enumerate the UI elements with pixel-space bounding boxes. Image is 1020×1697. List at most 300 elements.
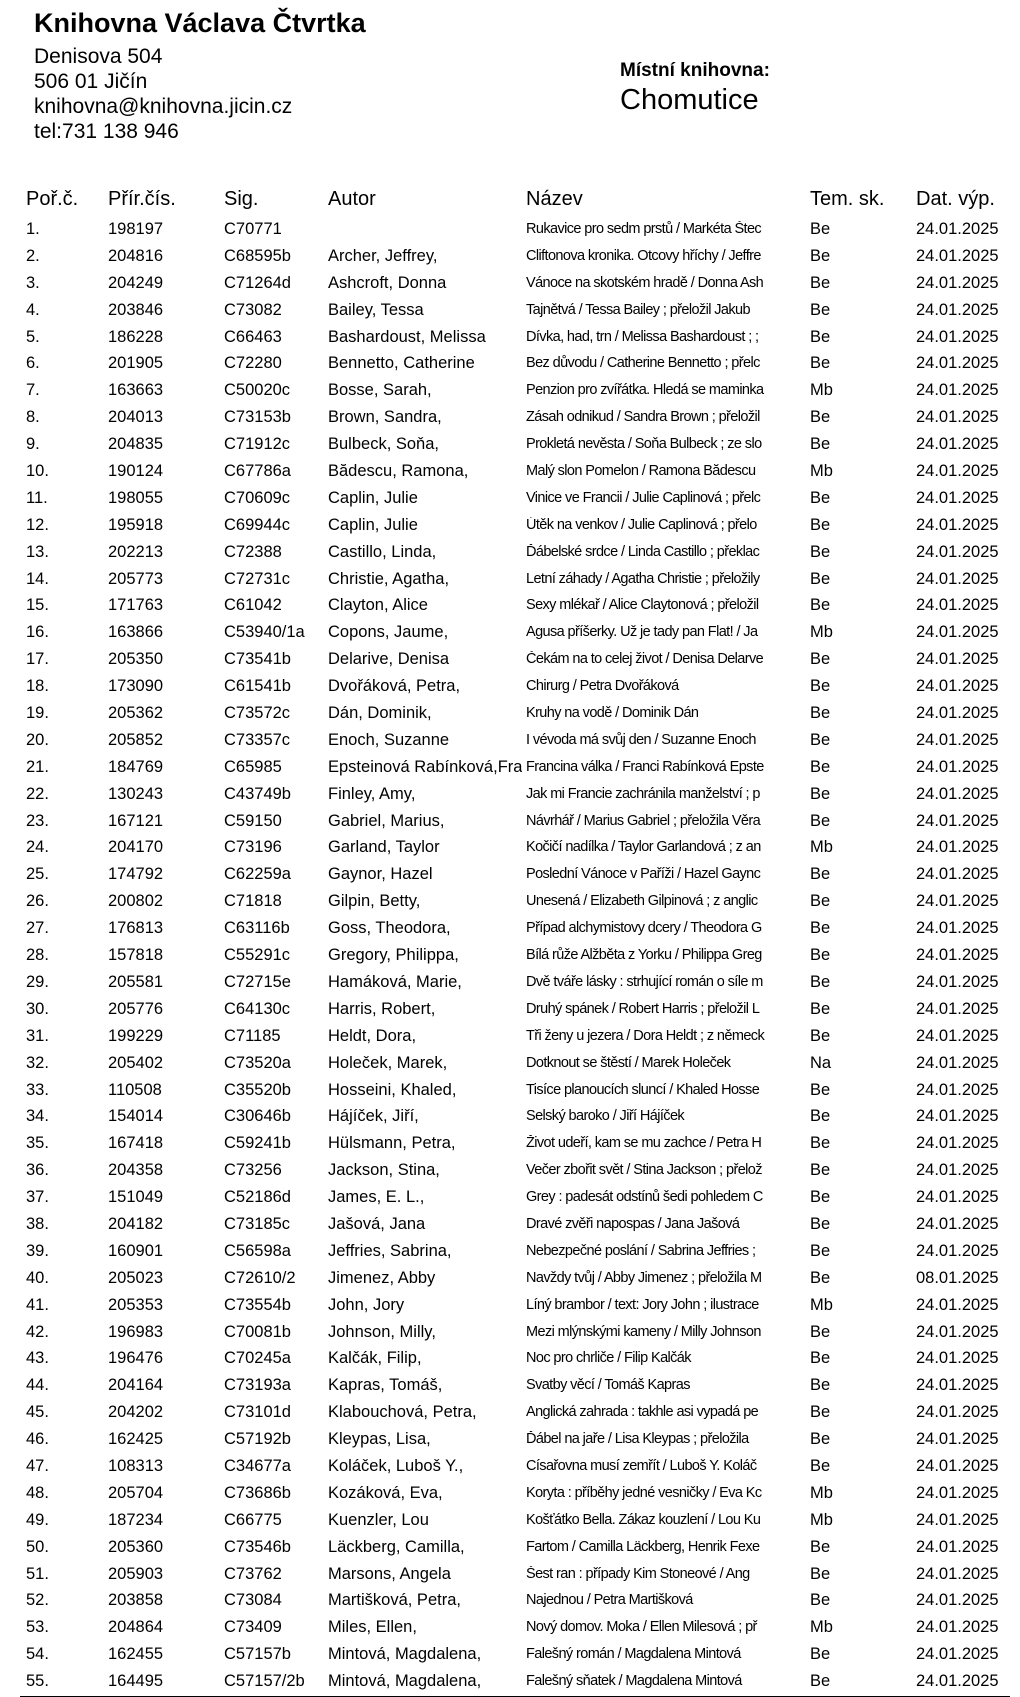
- signature: C34677a: [224, 1456, 291, 1475]
- signature: C73185c: [224, 1214, 291, 1233]
- row-number: 45.: [26, 1403, 49, 1422]
- acquisition-number: 204013: [108, 408, 164, 427]
- row-number: 43.: [26, 1349, 49, 1368]
- acquisition-number: 202213: [108, 542, 164, 561]
- author: Hosseini, Khaled,: [328, 1080, 457, 1099]
- loan-date: 24.01.2025: [916, 1483, 999, 1502]
- loan-date: 24.01.2025: [916, 1537, 999, 1556]
- theme-group: Be: [810, 677, 831, 696]
- author: Enoch, Suzanne: [328, 730, 450, 749]
- table-row: [0, 1077, 1020, 1104]
- row-number: 40.: [26, 1268, 49, 1287]
- row-number: 49.: [26, 1510, 49, 1529]
- acquisition-number: 154014: [108, 1107, 164, 1126]
- book-title: Bílá růže Alžběta z Yorku / Philippa Greg: [526, 947, 762, 964]
- table-row: [0, 297, 1020, 324]
- row-number: 11.: [26, 488, 48, 507]
- author: Goss, Theodora,: [328, 919, 451, 938]
- signature: C63116b: [224, 919, 290, 938]
- book-title: Dívka, had, trn / Melissa Bashardoust ; ;: [526, 328, 759, 345]
- book-title: Ďábel na jaře / Lisa Kleypas ; přeložila: [526, 1431, 749, 1448]
- loan-date: 24.01.2025: [916, 542, 999, 561]
- table-row: [0, 942, 1020, 969]
- acquisition-number: 157818: [108, 946, 164, 965]
- row-number: 1.: [26, 220, 40, 238]
- theme-group: Be: [810, 946, 831, 965]
- library-name: Knihovna Václava Čtvrtka: [34, 8, 366, 38]
- table-row: [0, 243, 1020, 270]
- signature: C70609c: [224, 488, 291, 507]
- book-title: Selský baroko / Jiří Hájíček: [526, 1108, 685, 1125]
- author: Clayton, Alice: [328, 596, 428, 615]
- book-title: Jak mi Francie zachránila manželství ; p: [526, 785, 760, 802]
- signature: C73153b: [224, 408, 291, 427]
- acquisition-number: 200802: [108, 892, 164, 911]
- table-row: [0, 592, 1020, 619]
- acquisition-number: 163663: [108, 381, 164, 400]
- row-number: 29.: [26, 972, 49, 991]
- acquisition-number: 205903: [108, 1564, 164, 1583]
- theme-group: Be: [810, 757, 831, 776]
- table-row: [0, 834, 1020, 861]
- acquisition-number: 190124: [108, 462, 164, 481]
- author: Kuenzler, Lou: [328, 1510, 429, 1529]
- row-number: 16.: [26, 623, 49, 642]
- signature: C71264d: [224, 273, 291, 292]
- book-title: Malý slon Pomelon / Ramona Bădescu: [526, 463, 756, 480]
- loan-date: 24.01.2025: [916, 1591, 999, 1610]
- row-number: 44.: [26, 1376, 49, 1395]
- acquisition-number: 167418: [108, 1134, 164, 1153]
- row-number: 33.: [26, 1080, 49, 1099]
- acquisition-number: 187234: [108, 1510, 164, 1529]
- signature: C66463: [224, 327, 282, 346]
- author: Bulbeck, Soňa,: [328, 435, 439, 454]
- loan-date: 24.01.2025: [916, 1134, 999, 1153]
- book-title: Francina válka / Franci Rabínková Epste: [526, 758, 764, 775]
- acquisition-number: 184769: [108, 757, 164, 776]
- acquisition-number: 151049: [108, 1188, 164, 1207]
- loan-date: 24.01.2025: [916, 462, 999, 481]
- acquisition-number: 204202: [108, 1403, 164, 1422]
- book-title: Líný brambor / text: Jory John ; ilustrace: [526, 1296, 759, 1313]
- author: Johnson, Milly,: [328, 1322, 436, 1341]
- table-row: [0, 1238, 1020, 1265]
- loan-date: 24.01.2025: [916, 1026, 999, 1045]
- book-title: Útěk na venkov / Julie Caplinová ; přelo: [526, 516, 757, 533]
- theme-group: Be: [810, 704, 831, 723]
- theme-group: Be: [810, 1349, 831, 1368]
- loan-date: 24.01.2025: [916, 1107, 999, 1126]
- acquisition-number: 204249: [108, 273, 164, 292]
- acquisition-number: 167121: [108, 811, 164, 830]
- row-number: 8.: [26, 408, 40, 427]
- acquisition-number: 205353: [108, 1295, 164, 1314]
- signature: C64130c: [224, 999, 291, 1018]
- row-number: 4.: [26, 300, 40, 319]
- row-number: 19.: [26, 704, 49, 723]
- table-row: [0, 1345, 1020, 1372]
- table-row: [0, 1292, 1020, 1319]
- row-number: 51.: [26, 1564, 49, 1583]
- library-email: knihovna@knihovna.jicin.cz: [34, 95, 293, 118]
- book-title: Najednou / Petra Martišková: [526, 1592, 693, 1609]
- row-number: 48.: [26, 1483, 49, 1502]
- row-number: 18.: [26, 677, 49, 696]
- book-title: Dravé zvěři napospas / Jana Jašová: [526, 1215, 740, 1232]
- row-number: 3.: [26, 273, 40, 292]
- signature: C69944c: [224, 515, 291, 534]
- acquisition-number: 205362: [108, 704, 164, 723]
- author: Castillo, Linda,: [328, 542, 437, 561]
- loan-date: 24.01.2025: [916, 408, 999, 427]
- author: Gregory, Philippa,: [328, 946, 459, 965]
- book-title: Tisíce planoucích sluncí / Khaled Hosse: [526, 1081, 760, 1098]
- acquisition-number: 205360: [108, 1537, 164, 1556]
- acquisition-number: 204835: [108, 435, 164, 454]
- acquisition-number: 198055: [108, 488, 164, 507]
- theme-group: Be: [810, 811, 831, 830]
- loan-date: 24.01.2025: [916, 1564, 999, 1583]
- theme-group: Na: [810, 1053, 832, 1072]
- local-library-label: Místní knihovna:: [620, 60, 770, 81]
- book-title: Navždy tvůj / Abby Jimenez ; přeložila M: [526, 1269, 762, 1286]
- signature: C73762: [224, 1564, 282, 1583]
- theme-group: Be: [810, 354, 831, 373]
- author: Christie, Agatha,: [328, 569, 450, 588]
- theme-group: Be: [810, 1564, 831, 1583]
- acquisition-number: 205350: [108, 650, 164, 669]
- signature: C68595b: [224, 246, 291, 265]
- book-title: Dotknout se štěstí / Marek Holeček: [526, 1054, 731, 1071]
- author: Hájíček, Jiří,: [328, 1107, 419, 1126]
- acquisition-number: 130243: [108, 784, 164, 803]
- table-row: [0, 1534, 1020, 1561]
- address-street: Denisova 504: [34, 45, 163, 68]
- table-row: [0, 1023, 1020, 1050]
- acquisition-number: 196983: [108, 1322, 164, 1341]
- table-row: [0, 1211, 1020, 1238]
- table-row: [0, 888, 1020, 915]
- book-title: Chirurg / Petra Dvořáková: [526, 678, 679, 695]
- book-title: Koryta : příběhy jedné vesničky / Eva Kc: [526, 1484, 762, 1501]
- acquisition-number: 196476: [108, 1349, 164, 1368]
- row-number: 15.: [26, 596, 49, 615]
- acquisition-number: 205704: [108, 1483, 164, 1502]
- table-row: [0, 324, 1020, 351]
- table-row: [0, 996, 1020, 1023]
- author: Dvořáková, Petra,: [328, 677, 461, 696]
- book-title: I vévoda má svůj den / Suzanne Enoch: [526, 731, 756, 748]
- table-row: [0, 1507, 1020, 1534]
- book-title: Šest ran : případy Kim Stoneové / Ang: [526, 1565, 750, 1582]
- acquisition-number: 203846: [108, 300, 164, 319]
- book-title: Agusa příšerky. Už je tady pan Flat! / Ja: [526, 624, 758, 641]
- signature: C30646b: [224, 1107, 291, 1126]
- loan-list: [0, 216, 1020, 1695]
- author: Jašová, Jana: [328, 1214, 426, 1233]
- signature: C73256: [224, 1161, 282, 1180]
- signature: C73520a: [224, 1053, 291, 1072]
- author: Gilpin, Betty,: [328, 892, 421, 911]
- book-title: Fartom / Camilla Läckberg, Henrik Fexe: [526, 1538, 760, 1555]
- author: Kapras, Tomáš,: [328, 1376, 443, 1395]
- book-title: Falešný sňatek / Magdalena Mintová: [526, 1673, 742, 1690]
- row-number: 23.: [26, 811, 49, 830]
- signature: C72388: [224, 542, 282, 561]
- theme-group: Be: [810, 327, 831, 346]
- book-title: Cliftonova kronika. Otcovy hříchy / Jeffre: [526, 247, 761, 264]
- author: Jackson, Stina,: [328, 1161, 440, 1180]
- theme-group: Be: [810, 1161, 831, 1180]
- book-title: Čekám na to celej život / Denisa Delarve: [526, 651, 764, 668]
- loan-date: 24.01.2025: [916, 515, 999, 534]
- table-row: [0, 646, 1020, 673]
- table-row: [0, 1614, 1020, 1641]
- signature: C73082: [224, 300, 282, 319]
- loan-date: 24.01.2025: [916, 1403, 999, 1422]
- acquisition-number: 204358: [108, 1161, 164, 1180]
- row-number: 7.: [26, 381, 40, 400]
- acquisition-number: 186228: [108, 327, 164, 346]
- signature: C71912c: [224, 435, 291, 454]
- loan-date: 24.01.2025: [916, 1430, 999, 1449]
- row-number: 12.: [26, 515, 49, 534]
- signature: C73196: [224, 838, 282, 857]
- signature: C35520b: [224, 1080, 291, 1099]
- theme-group: Mb: [810, 1510, 833, 1529]
- author: Caplin, Julie: [328, 488, 418, 507]
- loan-date: 24.01.2025: [916, 757, 999, 776]
- address-city: 506 01 Jičín: [34, 70, 148, 93]
- theme-group: Be: [810, 300, 831, 319]
- acquisition-number: 173090: [108, 677, 164, 696]
- theme-group: Be: [810, 1645, 831, 1664]
- signature: C43749b: [224, 784, 291, 803]
- loan-date: 24.01.2025: [916, 1295, 999, 1314]
- acquisition-number: 108313: [108, 1456, 164, 1475]
- theme-group: Be: [810, 919, 831, 938]
- theme-group: Be: [810, 1026, 831, 1045]
- author: Copons, Jaume,: [328, 623, 449, 642]
- loan-date: 24.01.2025: [916, 1645, 999, 1664]
- loan-date: 24.01.2025: [916, 1214, 999, 1233]
- table-row: [0, 808, 1020, 835]
- signature: C73541b: [224, 650, 291, 669]
- author: Bashardoust, Melissa: [328, 327, 486, 346]
- author: Mintová, Magdalena,: [328, 1645, 482, 1664]
- theme-group: Be: [810, 972, 831, 991]
- theme-group: Be: [810, 569, 831, 588]
- acquisition-number: 110508: [108, 1080, 162, 1099]
- book-title: Rukavice pro sedm prstů / Markéta Štec: [526, 221, 762, 237]
- signature: C73546b: [224, 1537, 291, 1556]
- row-number: 10.: [26, 462, 49, 481]
- book-title: Zásah odnikud / Sandra Brown ; přeložil: [526, 409, 760, 426]
- row-number: 53.: [26, 1618, 49, 1637]
- row-number: 26.: [26, 892, 49, 911]
- loan-date: 24.01.2025: [916, 1322, 999, 1341]
- signature: C73572c: [224, 704, 291, 723]
- loan-date: 24.01.2025: [916, 1349, 999, 1368]
- row-number: 31.: [26, 1026, 49, 1045]
- theme-group: Be: [810, 1430, 831, 1449]
- author: Koláček, Luboš Y.,: [328, 1456, 464, 1475]
- loan-date: 24.01.2025: [916, 1053, 999, 1072]
- theme-group: Be: [810, 1080, 831, 1099]
- book-title: Sexy mlékař / Alice Claytonová ; přeložil: [526, 597, 759, 614]
- loan-date: 24.01.2025: [916, 972, 999, 991]
- table-row: [0, 512, 1020, 539]
- header-theme: Tem. sk.: [810, 188, 885, 210]
- row-number: 52.: [26, 1591, 49, 1610]
- author: Kalčák, Filip,: [328, 1349, 422, 1368]
- book-title: Unesená / Elizabeth Gilpinová ; z anglic: [526, 893, 758, 910]
- table-row: [0, 915, 1020, 942]
- author: Caplin, Julie: [328, 515, 418, 534]
- author: Archer, Jeffrey,: [328, 246, 438, 265]
- table-row: [0, 1372, 1020, 1399]
- book-title: Život udeří, kam se mu zachce / Petra H: [526, 1135, 762, 1152]
- loan-date: 24.01.2025: [916, 730, 999, 749]
- signature: C61042: [224, 596, 282, 615]
- row-number: 6.: [26, 354, 40, 373]
- book-title: Tajnětvá / Tessa Bailey ; přeložil Jakub: [526, 301, 750, 318]
- header-author: Autor: [328, 188, 376, 210]
- signature: C71185: [224, 1026, 281, 1045]
- author: Miles, Ellen,: [328, 1618, 417, 1637]
- loan-date: 24.01.2025: [916, 246, 999, 265]
- signature: C57157/2b: [224, 1672, 305, 1691]
- table-row: [0, 216, 1020, 243]
- signature: C73409: [224, 1618, 282, 1637]
- book-title: Návrhář / Marius Gabriel ; přeložila Věra: [526, 812, 761, 829]
- theme-group: Be: [810, 1591, 831, 1610]
- table-row: [0, 458, 1020, 485]
- acquisition-number: 176813: [108, 919, 164, 938]
- signature: C72731c: [224, 569, 291, 588]
- table-row: [0, 1130, 1020, 1157]
- theme-group: Mb: [810, 623, 833, 642]
- book-title: Mezi mlýnskými kameny / Milly Johnson: [526, 1323, 761, 1340]
- row-number: 20.: [26, 730, 49, 749]
- theme-group: Be: [810, 1537, 831, 1556]
- library-phone: tel:731 138 946: [34, 120, 179, 143]
- theme-group: Be: [810, 730, 831, 749]
- theme-group: Be: [810, 1322, 831, 1341]
- table-row: [0, 1399, 1020, 1426]
- row-number: 37.: [26, 1188, 49, 1207]
- author: Gabriel, Marius,: [328, 811, 445, 830]
- book-title: Penzion pro zvířátka. Hledá se maminka: [526, 382, 764, 399]
- author: Bosse, Sarah,: [328, 381, 432, 400]
- loan-date: 24.01.2025: [916, 1510, 999, 1529]
- signature: C62259a: [224, 865, 291, 884]
- loan-date: 24.01.2025: [916, 946, 999, 965]
- theme-group: Be: [810, 488, 831, 507]
- table-row: [0, 1050, 1020, 1077]
- acquisition-number: 205023: [108, 1268, 164, 1287]
- table-row: [0, 1668, 1020, 1695]
- acquisition-number: 204182: [108, 1214, 164, 1233]
- acquisition-number: 162455: [108, 1645, 164, 1664]
- header-title: Název: [526, 188, 583, 210]
- row-number: 2.: [26, 246, 40, 265]
- book-title: Falešný román / Magdalena Mintová: [526, 1646, 741, 1663]
- table-row: [0, 619, 1020, 646]
- author: Heldt, Dora,: [328, 1026, 417, 1045]
- book-title: Večer zbořit svět / Stina Jackson ; přelož: [526, 1162, 762, 1179]
- book-title: Letní záhady / Agatha Christie ; přeložily: [526, 570, 760, 587]
- acquisition-number: 201905: [108, 354, 164, 373]
- signature: C50020c: [224, 381, 291, 400]
- table-row: [0, 431, 1020, 458]
- book-title: Kočičí nadílka / Taylor Garlandová ; z an: [526, 839, 761, 856]
- table-row: [0, 539, 1020, 566]
- row-number: 21.: [26, 757, 49, 776]
- table-row: [0, 969, 1020, 996]
- acquisition-number: 205773: [108, 569, 164, 588]
- row-number: 36.: [26, 1161, 49, 1180]
- table-row: [0, 566, 1020, 593]
- author: Finley, Amy,: [328, 784, 416, 803]
- row-number: 27.: [26, 919, 49, 938]
- acquisition-number: 171763: [108, 596, 164, 615]
- row-number: 22.: [26, 784, 49, 803]
- author: Dán, Dominik,: [328, 704, 432, 723]
- author: Bailey, Tessa: [328, 300, 424, 319]
- author: Delarive, Denisa: [328, 650, 450, 669]
- signature: C59241b: [224, 1134, 291, 1153]
- author: Hamáková, Marie,: [328, 972, 462, 991]
- loan-date: 24.01.2025: [916, 650, 999, 669]
- row-number: 54.: [26, 1645, 49, 1664]
- signature: C52186d: [224, 1188, 291, 1207]
- table-row: [0, 1184, 1020, 1211]
- author: Bennetto, Catherine: [328, 354, 475, 373]
- acquisition-number: 205402: [108, 1053, 164, 1072]
- loan-date: 24.01.2025: [916, 704, 999, 723]
- acquisition-number: 199229: [108, 1026, 164, 1045]
- signature: C71818: [224, 892, 282, 911]
- signature: C70771: [224, 220, 282, 238]
- table-row: [0, 781, 1020, 808]
- row-number: 17.: [26, 650, 49, 669]
- theme-group: Be: [810, 220, 831, 238]
- row-number: 25.: [26, 865, 49, 884]
- loan-date: 24.01.2025: [916, 435, 999, 454]
- acquisition-number: 205581: [108, 972, 164, 991]
- acquisition-number: 203858: [108, 1591, 164, 1610]
- loan-date: 24.01.2025: [916, 919, 999, 938]
- table-row: [0, 727, 1020, 754]
- theme-group: Mb: [810, 381, 833, 400]
- row-number: 55.: [26, 1672, 49, 1691]
- signature: C73101d: [224, 1403, 291, 1422]
- signature: C73084: [224, 1591, 282, 1610]
- row-number: 46.: [26, 1430, 49, 1449]
- row-number: 47.: [26, 1456, 49, 1475]
- signature: C72280: [224, 354, 282, 373]
- row-number: 32.: [26, 1053, 49, 1072]
- signature: C70081b: [224, 1322, 291, 1341]
- table-row: [0, 700, 1020, 727]
- signature: C57192b: [224, 1430, 291, 1449]
- author: Mintová, Magdalena,: [328, 1672, 482, 1691]
- loan-date: 24.01.2025: [916, 596, 999, 615]
- header-date: Dat. výp.: [916, 188, 995, 210]
- author: Gaynor, Hazel: [328, 865, 433, 884]
